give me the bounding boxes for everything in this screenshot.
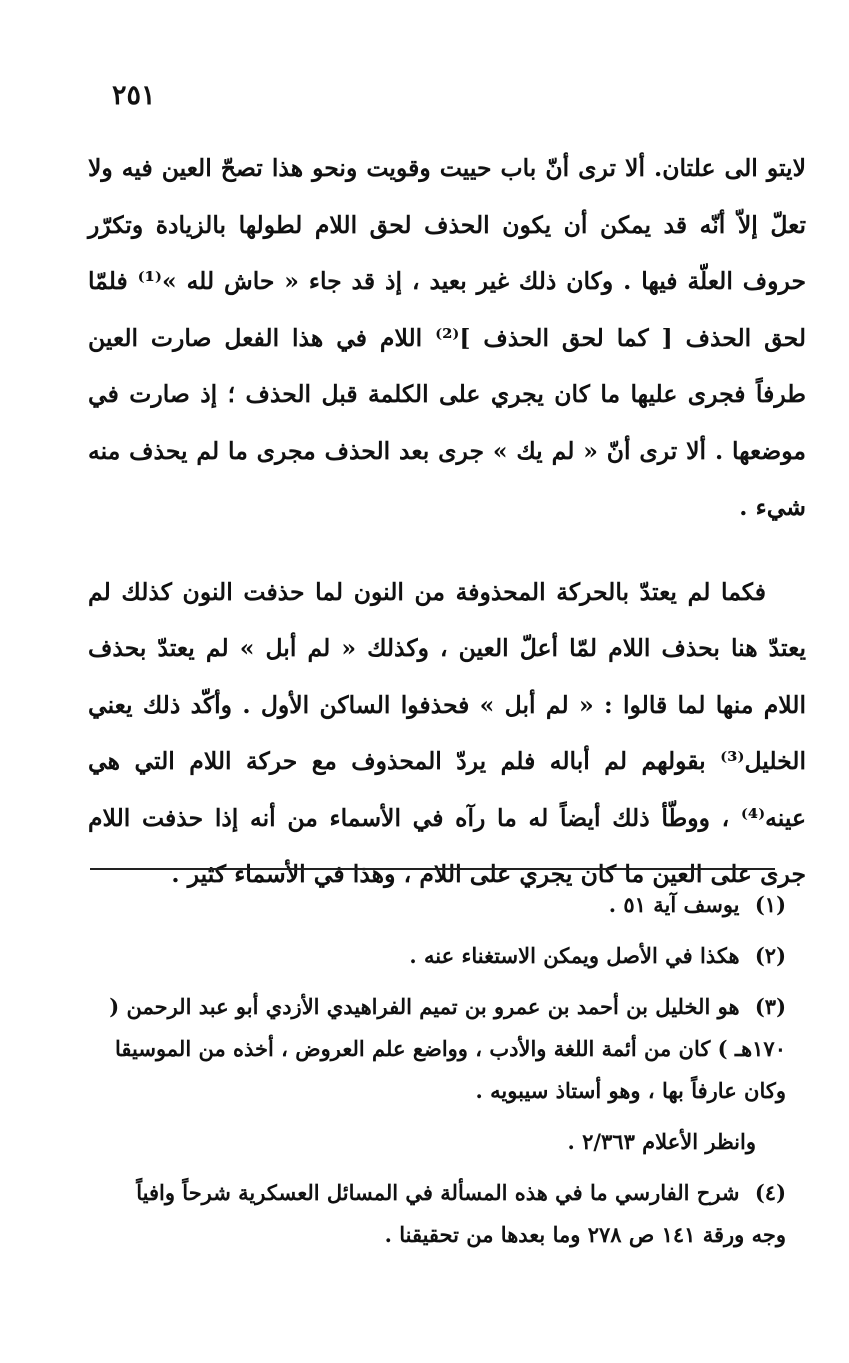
footnote-text: وانظر الأعلام ٢/٣٦٣ . bbox=[567, 1129, 756, 1154]
page-number: ٢٥١ bbox=[112, 80, 156, 111]
footnote-text: يوسف آية ٥١ . bbox=[608, 892, 740, 917]
footnote-2 bbox=[100, 935, 808, 977]
footnote-3-reference bbox=[100, 1121, 808, 1163]
footnote-text: هو الخليل بن أحمد بن عمرو بن تميم الفراهيدي الأزدي أبو عبد الرحمن ( ١٧٠هـ ) كان من أئمة اللغة والأدب ، وواضع علم العروض ، أخذه من الموسيقا وكان عارفاً بها ، وهو أستاذ سيبويه . bbox=[109, 994, 786, 1103]
footnote-number: (١) bbox=[754, 892, 786, 917]
main-text bbox=[88, 140, 806, 903]
footnote-number: (٢) bbox=[754, 943, 786, 968]
footnote-4 bbox=[100, 1172, 808, 1256]
paragraph: فكما لم يعتدّ بالحركة المحذوفة من النون لما حذفت النون كذلك لم يعتدّ هنا بحذف اللام لمّا أعلّ العين ، وكذلك « لم أبل » لم يعتدّ بحذف اللام منها لما قالوا : « لم أبل » فحذفوا الساكن الأول . وأكّد ذلك يعني الخليل⁽³⁾ بقولهم لم أباله فلم يردّ المحذوف مع حركة اللام التي هي عينه⁽⁴⁾ ، ووطّأ ذلك أيضاً له ما رآه في الأسماء من أنه إذا حذفت اللام جرى على العين ما كان يجري على اللام ، وهذا في الأسماء كثير . bbox=[88, 577, 806, 888]
footnotes bbox=[100, 884, 808, 1265]
footnote-3 bbox=[100, 986, 808, 1112]
footnote-1 bbox=[100, 884, 808, 926]
footnote-text: شرح الفارسي ما في هذه المسألة في المسائل العسكرية شرحاً وافياً وجه ورقة ١٤١ ص ٢٧٨ وما بعدها من تحقيقنا . bbox=[136, 1180, 786, 1247]
footnote-divider bbox=[90, 868, 775, 870]
paragraph: لايتو الى علتان. ألا ترى أنّ باب حييت وقويت ونحو هذا تصحّ العين فيه ولا تعلّ إلاّ أنّه قد يمكن أن يكون الحذف لحق اللام لطولها بالزيادة وتكرّر حروف العلّة فيها . وكان ذلك غير بعيد ، إذ قد جاء « حاش لله »⁽¹⁾ فلمّا لحق الحذف [ كما لحق الحذف ]⁽²⁾ اللام في هذا الفعل صارت العين طرفاً فجرى عليها ما كان يجري على الكلمة قبل الحذف ؛ إذ صارت في موضعها . ألا ترى أنّ « لم يك » جرى بعد الحذف مجرى ما لم يحذف منه شيء . bbox=[88, 154, 806, 521]
footnote-number: (٤) bbox=[754, 1180, 786, 1205]
footnote-text: هكذا في الأصل ويمكن الاستغناء عنه . bbox=[409, 943, 740, 968]
footnote-number: (٣) bbox=[754, 994, 786, 1019]
